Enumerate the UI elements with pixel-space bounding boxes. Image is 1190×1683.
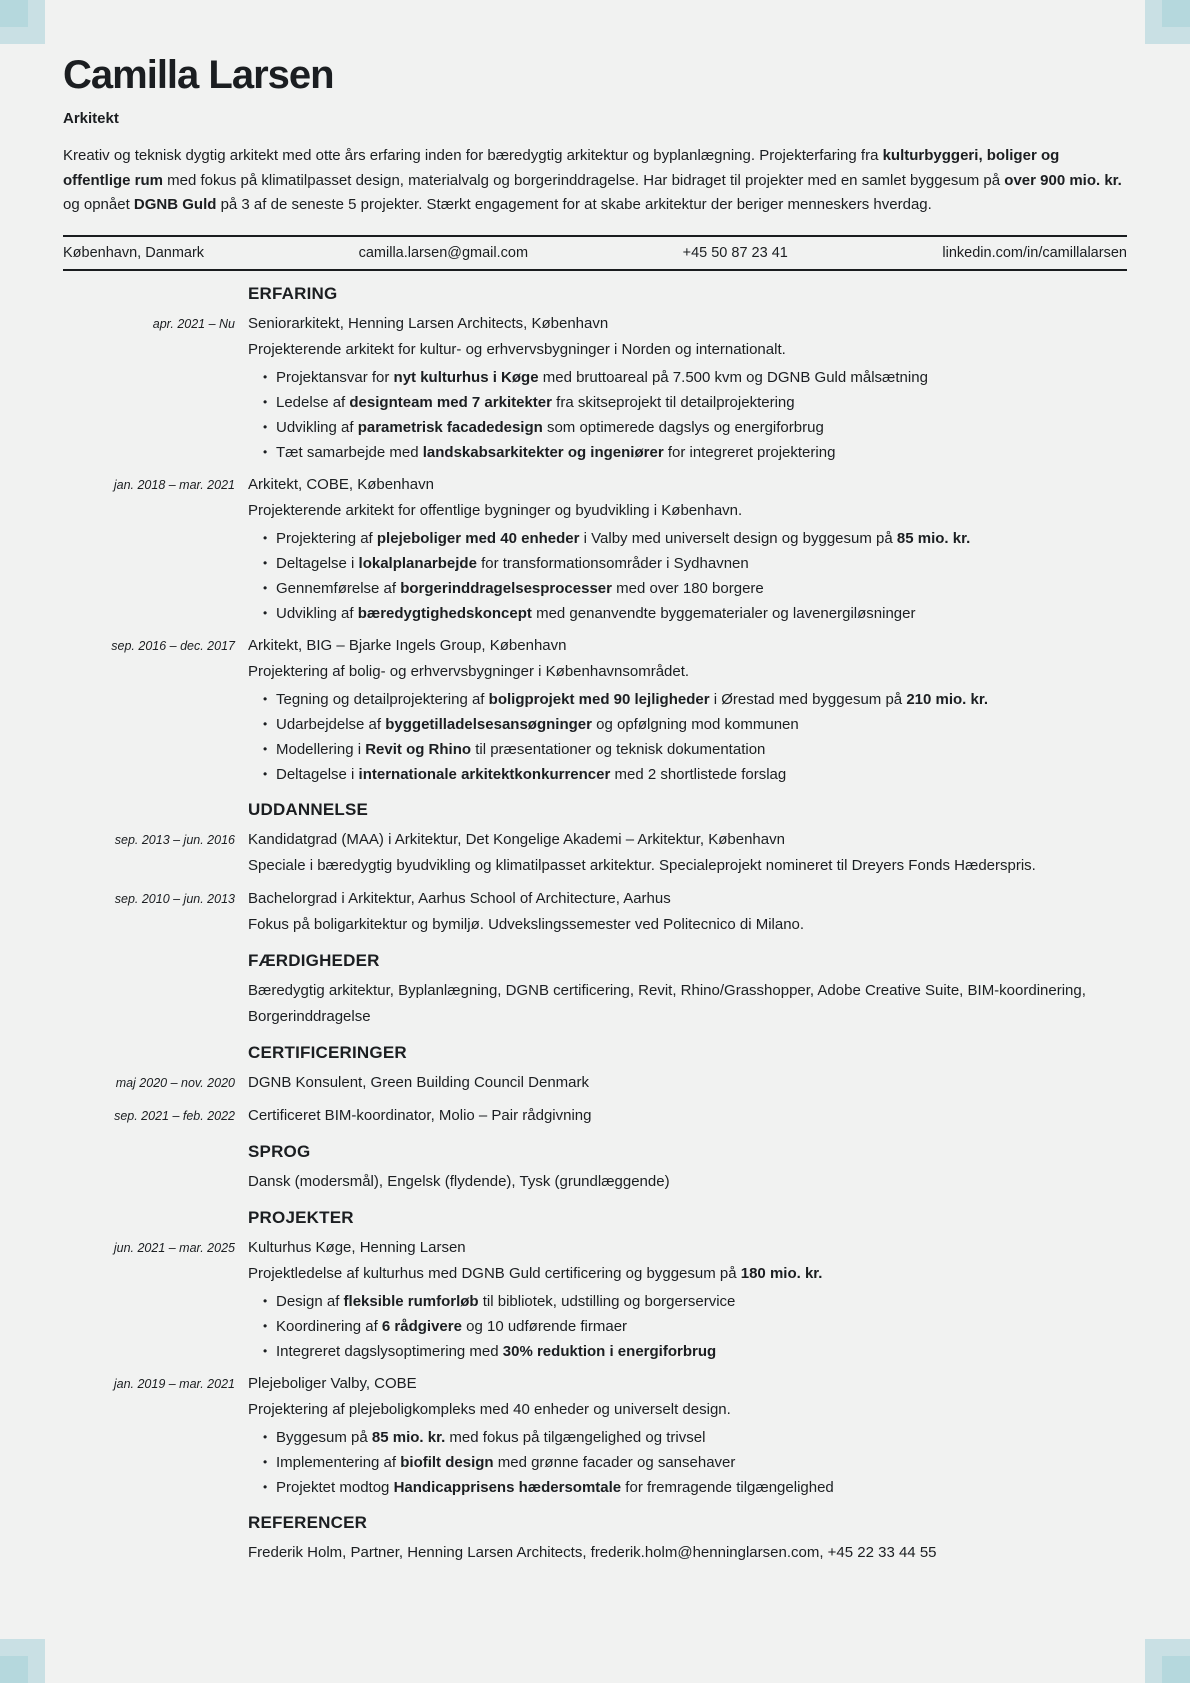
- contact-bar: [63, 235, 1127, 271]
- section-uddannelse: [63, 799, 1127, 938]
- entry-body: [248, 1103, 1127, 1129]
- entry: [63, 1169, 1127, 1195]
- entry-body: [248, 827, 1127, 879]
- profile-summary: Kreativ og teknisk dygtig arkitekt med otte års erfaring inden for bæredygtig arkitektur og byplanlægning. Projekterfaring fra kulturbyggeri, boliger og offentlige rum med fokus på klimatilpasset design, materialvalg og borgerinddragelse. Har bidraget til projekter med en samlet byggesum på over 900 mio. kr. og opnået DGNB Guld på 3 af de seneste 5 projekter. Stærkt engagement for at skabe arkitektur der beriger menneskers hverdag.: [63, 147, 1122, 213]
- bullet-item: • Design af fleksible rumforløb til bibliotek, udstilling og borgerservice: [276, 1289, 1127, 1314]
- section-heading: UDDANNELSE: [248, 799, 369, 819]
- entry-bullet-list: [248, 1289, 1127, 1364]
- entry: [63, 827, 1127, 879]
- page-title: Camilla Larsen: [63, 53, 334, 97]
- section-certificeringer: [63, 1042, 1127, 1129]
- bullet-item: • Udvikling af bæredygtighedskoncept med genanvendte byggematerialer og lavenergiløsninger: [276, 601, 1127, 626]
- section-heading: FÆRDIGHEDER: [248, 950, 380, 970]
- bullet-item: • Ledelse af designteam med 7 arkitekter fra skitseprojekt til detailprojektering: [276, 390, 1127, 415]
- entry-title: Arkitekt, COBE, København: [248, 475, 434, 493]
- contact-phone: +45 50 87 23 41: [682, 244, 788, 261]
- entry-title: DGNB Konsulent, Green Building Council Denmark: [248, 1073, 589, 1091]
- bullet-item: • Udvikling af parametrisk facadedesign som optimerede dagslys og energiforbrug: [276, 415, 1127, 440]
- entry-body: [248, 311, 1127, 465]
- entry: [63, 1371, 1127, 1500]
- entry-title: Bachelorgrad i Arkitektur, Aarhus School of Architecture, Aarhus: [248, 889, 671, 907]
- entry-bullet-list: [248, 1425, 1127, 1500]
- entry: [63, 472, 1127, 626]
- section-erfaring: [63, 283, 1127, 787]
- entry-title: Arkitekt, BIG – Bjarke Ingels Group, København: [248, 636, 567, 654]
- section-sprog: [63, 1141, 1127, 1195]
- entry-description: Dansk (modersmål), Engelsk (flydende), Tysk (grundlæggende): [248, 1172, 670, 1190]
- bullet-item: • Deltagelse i lokalplanarbejde for transformationsområder i Sydhavnen: [276, 551, 1127, 576]
- bullet-item: • Udarbejdelse af byggetilladelsesansøgninger og opfølgning mod kommunen: [276, 712, 1127, 737]
- bullet-item: • Integreret dagslysoptimering med 30% reduktion i energiforbrug: [276, 1339, 1127, 1364]
- entry-description: Projektledelse af kulturhus med DGNB Guld certificering og byggesum på 180 mio. kr.: [248, 1264, 823, 1282]
- entry-body: [248, 1540, 1127, 1566]
- entry-description: Speciale i bæredygtig byudvikling og klimatilpasset arkitektur. Specialeprojekt nomineret til Dreyers Fonds Hæderspris.: [248, 856, 1036, 874]
- section-heading: PROJEKTER: [248, 1207, 354, 1227]
- bullet-item: • Projektansvar for nyt kulturhus i Køge med bruttoareal på 7.500 kvm og DGNB Guld målsætning: [276, 365, 1127, 390]
- entry-bullet-list: [248, 526, 1127, 626]
- section-heading: REFERENCER: [248, 1512, 368, 1532]
- bullet-item: • Gennemførelse af borgerinddragelsesprocesser med over 180 borgere: [276, 576, 1127, 601]
- entry-date: sep. 2013 – jun. 2016: [114, 832, 235, 847]
- entry-description: Projektering af bolig- og erhvervsbygninger i Københavnsområdet.: [248, 662, 690, 680]
- entry-date: jun. 2021 – mar. 2025: [113, 1240, 235, 1255]
- corner-square-dark: [1162, 1656, 1190, 1683]
- contact-linkedin: linkedin.com/in/camillalarsen: [942, 244, 1127, 261]
- bullet-item: • Koordinering af 6 rådgivere og 10 udførende firmaer: [276, 1314, 1127, 1339]
- entry-body: [248, 1235, 1127, 1364]
- section-projekter: [63, 1207, 1127, 1500]
- entry-body: [248, 1169, 1127, 1195]
- entry-description: Frederik Holm, Partner, Henning Larsen Architects, frederik.holm@henninglarsen.com, +45 22 33 44 55: [248, 1543, 937, 1561]
- section-faerdigheder: [63, 950, 1127, 1030]
- bullet-item: • Tegning og detailprojektering af boligprojekt med 90 lejligheder i Ørestad med byggesum på 210 mio. kr.: [276, 687, 1127, 712]
- bullet-item: • Tæt samarbejde med landskabsarkitekter og ingeniører for integreret projektering: [276, 440, 1127, 465]
- entry-bullet-list: [248, 365, 1127, 465]
- entry-date: [63, 978, 235, 1030]
- bullet-item: • Deltagelse i internationale arkitektkonkurrencer med 2 shortlistede forslag: [276, 762, 1127, 787]
- entry-description: Bæredygtig arkitektur, Byplanlægning, DGNB certificering, Revit, Rhino/Grasshopper, Adobe Creative Suite, BIM-koordinering, Borgerinddragelse: [248, 981, 1086, 1025]
- entry-date: sep. 2010 – jun. 2013: [114, 891, 235, 906]
- entry-title: Kulturhus Køge, Henning Larsen: [248, 1238, 466, 1256]
- entry-date: jan. 2019 – mar. 2021: [113, 1376, 235, 1391]
- bullet-item: • Byggesum på 85 mio. kr. med fokus på tilgængelighed og trivsel: [276, 1425, 1127, 1450]
- bullet-item: • Implementering af biofilt design med grønne facader og sansehaver: [276, 1450, 1127, 1475]
- section-heading: ERFARING: [248, 283, 338, 303]
- entry: [63, 633, 1127, 787]
- entry-body: [248, 978, 1127, 1030]
- entry: [63, 311, 1127, 465]
- sections: [63, 283, 1127, 1566]
- entry-description: Projekterende arkitekt for kultur- og erhvervsbygninger i Norden og internationalt.: [248, 340, 786, 358]
- entry-date: sep. 2021 – feb. 2022: [114, 1108, 235, 1123]
- entry: [63, 1235, 1127, 1364]
- entry-date: [63, 1540, 235, 1566]
- section-heading: SPROG: [248, 1141, 311, 1161]
- entry-date: sep. 2016 – dec. 2017: [111, 638, 235, 653]
- entry-body: [248, 633, 1127, 787]
- entry-body: [248, 886, 1127, 938]
- section-referencer: [63, 1512, 1127, 1566]
- corner-square-dark: [1162, 0, 1190, 27]
- entry-body: [248, 472, 1127, 626]
- entry-title: Kandidatgrad (MAA) i Arkitektur, Det Kongelige Akademi – Arkitektur, København: [248, 830, 785, 848]
- entry-title: Seniorarkitekt, Henning Larsen Architects, København: [248, 314, 609, 332]
- entry-date: maj 2020 – nov. 2020: [115, 1075, 235, 1090]
- bullet-item: • Projektet modtog Handicapprisens hædersomtale for fremragende tilgængelighed: [276, 1475, 1127, 1500]
- entry: [63, 886, 1127, 938]
- entry-description: Projektering af plejeboligkompleks med 40 enheder og universelt design.: [248, 1400, 731, 1418]
- contact-email: camilla.larsen@gmail.com: [358, 244, 529, 261]
- entry-description: Projekterende arkitekt for offentlige bygninger og byudvikling i København.: [248, 501, 743, 519]
- section-heading: CERTIFICERINGER: [248, 1042, 407, 1062]
- entry-date: jan. 2018 – mar. 2021: [113, 477, 235, 492]
- entry-date: [63, 1169, 235, 1195]
- bullet-item: • Modellering i Revit og Rhino til præsentationer og teknisk dokumentation: [276, 737, 1127, 762]
- entry: [63, 1070, 1127, 1096]
- corner-square-dark: [0, 0, 28, 27]
- entry-body: [248, 1070, 1127, 1096]
- job-title: Arkitekt: [63, 110, 119, 127]
- entry: [63, 978, 1127, 1030]
- entry: [63, 1540, 1127, 1566]
- entry-description: Fokus på boligarkitektur og bymiljø. Udvekslingssemester ved Politecnico di Milano.: [248, 915, 805, 933]
- entry: [63, 1103, 1127, 1129]
- entry-title: Plejeboliger Valby, COBE: [248, 1374, 417, 1392]
- contact-location: København, Danmark: [63, 244, 205, 261]
- entry-bullet-list: [248, 687, 1127, 787]
- entry-date: apr. 2021 – Nu: [152, 316, 235, 331]
- entry-title: Certificeret BIM-koordinator, Molio – Pair rådgivning: [248, 1106, 592, 1124]
- bullet-item: • Projektering af plejeboliger med 40 enheder i Valby med universelt design og byggesum på 85 mio. kr.: [276, 526, 1127, 551]
- corner-square-dark: [0, 1656, 28, 1683]
- entry-body: [248, 1371, 1127, 1500]
